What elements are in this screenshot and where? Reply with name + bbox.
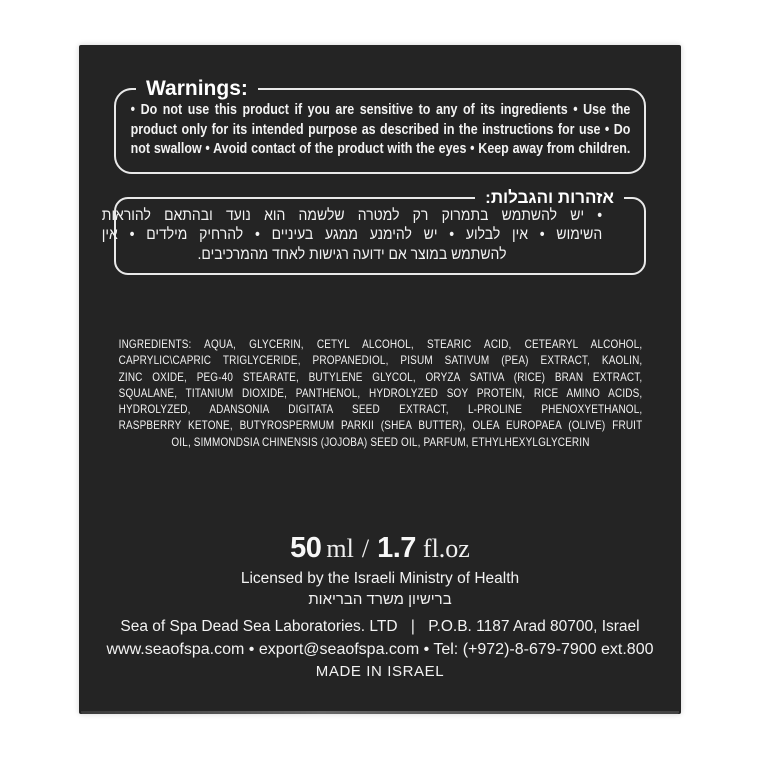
volume-line xyxy=(79,532,681,565)
warnings-en-line-3: not swallow • Avoid contact of the product with the eyes • Keep away from children. xyxy=(130,141,631,157)
volume-unit-floz: fl.oz xyxy=(422,534,470,564)
warnings-he-line-1: • יש להשתמש בתמרוק רק למטרה שלשמה הוא נועד ובהתאם להוראות xyxy=(101,206,603,224)
ingredients-line-6: RASPBERRY KETONE, BUTYROSPERMUM PARKII (SHEA BUTTER), OLEA EUROPAEA (OLIVE) FRUIT xyxy=(118,418,643,433)
ingredients-line-3: ZINC OXIDE, PEG-40 STEARATE, BUTYLENE GLYCOL, ORYZA SATIVA (RICE) BRAN EXTRACT, xyxy=(118,369,643,384)
volume-separator: / xyxy=(361,534,370,564)
warnings-he-line-2: השימוש • אין לבלוע • יש להימנע ממגע בעיניים • להרחיק מילדים • אין xyxy=(101,226,603,243)
contact-line: www.seaofspa.com • export@seaofspa.com • Tel: (+972)-8-679-7900 ext.800 xyxy=(106,641,654,659)
ingredients-line-2: CAPRYLIC\CAPRIC TRIGLYCERIDE, PROPANEDIOL, PISUM SATIVUM (PEA) EXTRACT, KAOLIN, xyxy=(118,353,643,368)
ingredients-line-4: SQUALANE, TITANIUM DIOXIDE, PANTHENOL, HYDROLYZED SOY PROTEIN, RICE AMINO ACIDS, xyxy=(118,385,643,400)
warnings-he-line-3: להשתמש במוצר אם ידועה רגישות לאחד מהמרכיבים. xyxy=(197,245,507,263)
manufacturer-line xyxy=(79,617,681,637)
package-back-panel xyxy=(79,45,681,714)
volume-amount-ml: 50 xyxy=(290,532,322,565)
license-text-en: Licensed by the Israeli Ministry of Health xyxy=(240,570,520,588)
warnings-title-he: אזהרות והגבלות: xyxy=(475,187,624,209)
warnings-title-en: Warnings: xyxy=(136,76,258,102)
ingredients-line-7: OIL, SIMMONDSIA CHINENSIS (JOJOBA) SEED OIL, PARFUM, ETHYLHEXYLGLYCERIN xyxy=(171,434,590,449)
warnings-en-line-2: product only for its intended purpose as described in the instructions for use • Do xyxy=(130,121,631,138)
divider-pipe: | xyxy=(410,618,415,636)
ingredients-line-1: INGREDIENTS: AQUA, GLYCERIN, CETYL ALCOHOL, STEARIC ACID, CETEARYL ALCOHOL, xyxy=(118,337,643,351)
company-name: Sea of Spa Dead Sea Laboratories. LTD xyxy=(120,618,398,636)
made-in-text: MADE IN ISRAEL xyxy=(315,663,445,681)
warnings-box-en xyxy=(114,77,646,174)
warnings-box-he xyxy=(101,187,646,276)
volume-amount-floz: 1.7 xyxy=(377,532,416,565)
ingredients-block xyxy=(118,336,642,450)
pob-address: P.O.B. 1187 Arad 80700, Israel xyxy=(428,618,640,636)
warnings-en-line-1: • Do not use this product if you are sensitive to any of its ingredients • Use the xyxy=(130,102,631,118)
volume-unit-ml: ml xyxy=(326,534,354,564)
ingredients-line-5: HYDROLYZED, ADANSONIA DIGITATA SEED EXTRACT, L-PROLINE PHENOXYETHANOL, xyxy=(118,402,643,417)
license-text-he: ברישיון משרד הבריאות xyxy=(308,591,452,609)
